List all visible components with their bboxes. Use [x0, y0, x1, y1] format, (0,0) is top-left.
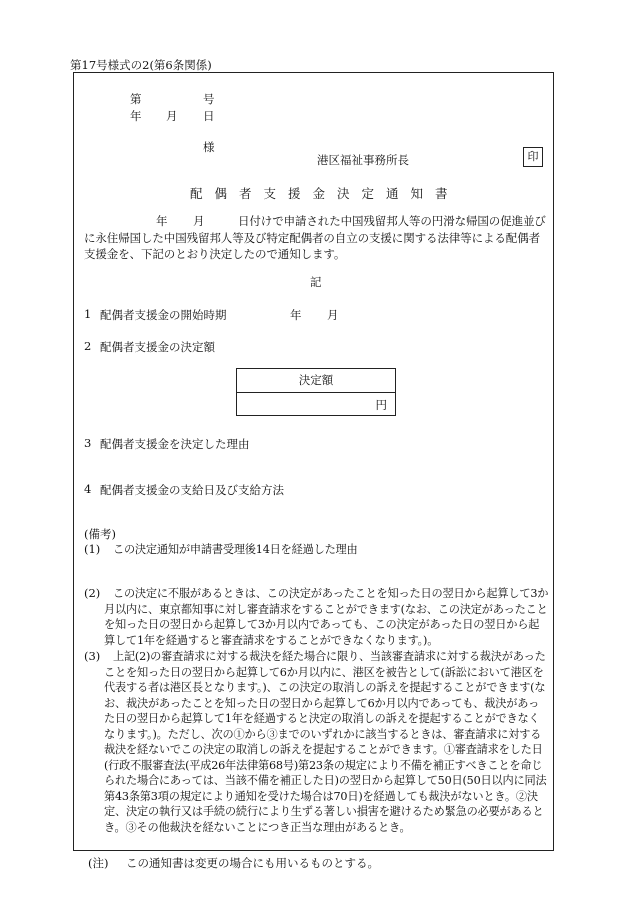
intro-year: 年 — [156, 214, 168, 228]
item-1-label: 配偶者支援金の開始時期 — [100, 308, 227, 322]
issuer-name: 港区福祉事務所長 — [317, 153, 409, 167]
intro-month: 月 — [193, 214, 205, 228]
ki-heading: 記 — [310, 275, 322, 289]
footnote-text: この通知書は変更の場合にも用いるものとする。 — [126, 856, 379, 870]
addressee-suffix: 様 — [203, 140, 215, 154]
document-title: 配偶者支援金決定通知書 — [190, 186, 460, 201]
date-year: 年 — [130, 109, 142, 123]
remarks-heading: (備考) — [84, 527, 116, 541]
footnote-label: (注) — [88, 856, 109, 870]
date-day: 日 — [203, 109, 215, 123]
item-1-year: 年 — [290, 308, 302, 322]
form-id: 第17号様式の2(第6条関係) — [70, 58, 212, 72]
seal-mark: 印 — [523, 147, 543, 167]
remark-3-text: 上記(2)の審査請求に対する裁決を経た場合に限り、当該審査請求に対する裁決があったことを知った日の翌日から起算して6か月以内に、港区を被告として(訴訟において港区を代表する者は港区長となります。)、この決定の取消しの訴えを提起することができます(なお、裁決があったことを知った日の翌日から起算して6か月以内であっても、裁決があった日の翌日から起算して1年を経過すると決定の取消しの訴えを提起することができなくなります。)。ただし、次の①から③までのいずれかに該当するときは、審査請求に対する裁決を経ないでこの決定の取消しの訴えを提起することができます。①審査請求をした日(行政不服審査法(平成26年法律第68号)第23条の規定により不備を補正すべきことを命じられた場合にあっては、当該不備を補正した日)の翌日から起算して50日(50日以内に同法第43条第3項の規定により通知を受けた場合は70日)を経過しても裁決がないとき。②決定、決定の執行又は手続の続行により生ずる著しい損害を避けるため緊急の必要があるとき。③その他裁決を経ないことにつき正当な理由があるとき。 — [104, 650, 547, 834]
item-4-label: 配偶者支援金の支給日及び支給方法 — [100, 483, 284, 497]
amount-unit: 円 — [375, 398, 387, 412]
item-1-month: 月 — [327, 308, 339, 322]
item-3-label: 配偶者支援金を決定した理由 — [100, 437, 250, 451]
item-2-number: 2 — [84, 339, 92, 353]
remark-2-text: この決定に不服があるときは、この決定があったことを知った日の翌日から起算して3か月以内に、東京都知事に対し審査請求をすることができます(なお、この決定があったことを知った日の翌日から起算して3か月以内であっても、この決定があった日の翌日から起算して1年を経過すると審査請求をすることができなくなります。)。 — [104, 587, 549, 647]
remark-1-text: この決定通知が申請書受理後14日を経過した理由 — [112, 543, 358, 556]
remark-3-number: (3) — [84, 649, 101, 663]
date-month: 月 — [166, 109, 178, 123]
item-2-label: 配偶者支援金の決定額 — [100, 340, 215, 354]
remark-2-number: (2) — [84, 586, 101, 600]
number-suffix: 号 — [203, 92, 215, 106]
number-prefix: 第 — [130, 92, 142, 106]
intro-paragraph: 日付けで申請された中国残留邦人等の円滑な帰国の促進並びに永住帰国した中国残留邦人等及び特定配偶者の自立の支援に関する法律等による配偶者支援金を、下記のとおり決定したので通知します。 — [84, 214, 546, 261]
item-1-number: 1 — [84, 307, 92, 321]
amount-table-header: 決定額 — [237, 369, 395, 393]
amount-table — [236, 368, 396, 416]
item-3-number: 3 — [84, 436, 92, 450]
remark-1-number: (1) — [84, 542, 101, 556]
item-4-number: 4 — [84, 482, 92, 496]
